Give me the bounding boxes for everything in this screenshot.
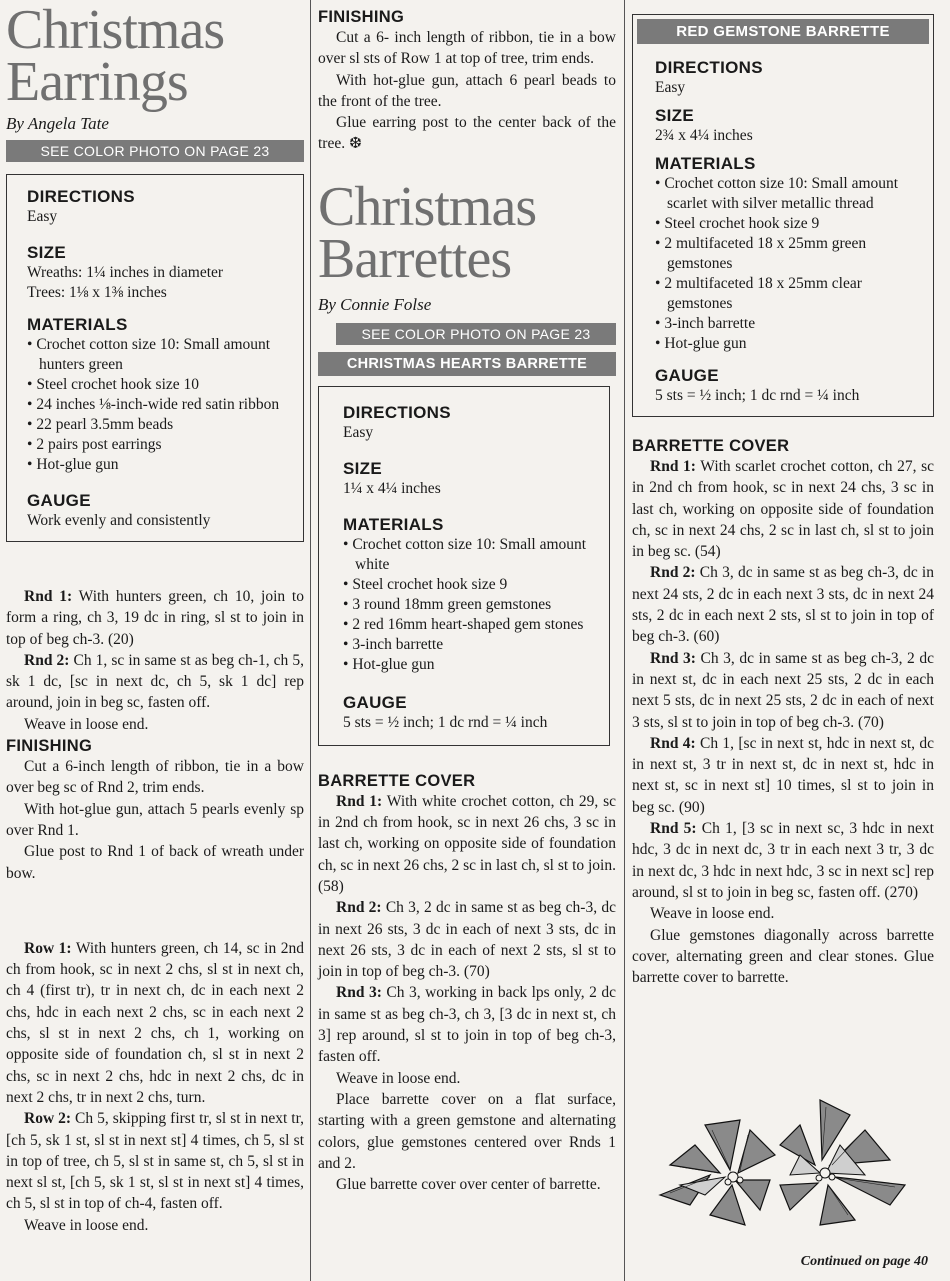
- hearts-gauge: 5 sts = ½ inch; 1 dc rnd = ¼ inch: [343, 713, 548, 731]
- list-item: • 2 red 16mm heart-shaped gem stones: [343, 615, 601, 635]
- list-item: • 2 multifaceted 18 x 25mm green gemstones: [655, 234, 925, 274]
- wreath-finishing-head: FINISHING: [6, 737, 93, 756]
- list-item: • Crochet cotton size 10: Small amount hunters green: [27, 335, 295, 375]
- red-directions-head: DIRECTIONS: [655, 58, 763, 77]
- tree-finishing-head: FINISHING: [318, 8, 405, 26]
- list-item: • 2 multifaceted 18 x 25mm clear gemstones: [655, 274, 925, 314]
- list-item: • 22 pearl 3.5mm beads: [27, 415, 295, 435]
- earrings-title-line2: Earrings: [6, 51, 188, 113]
- list-item: • 3-inch barrette: [343, 635, 601, 655]
- earrings-title: [6, 0, 304, 113]
- wreath-rnd1: Rnd 1: With hunters green, ch 10, join to form a ring, ch 3, 19 dc in ring, sl st to join in top of beg ch-3. (20): [6, 588, 304, 648]
- wreath-finishing-p2: With hot-glue gun, attach 5 pearls evenly sp over Rnd 1.: [6, 800, 304, 839]
- list-item: • 3 round 18mm green gemstones: [343, 595, 601, 615]
- earrings-gauge: Work evenly and consistently: [27, 512, 211, 529]
- hearts-directions-head: DIRECTIONS: [343, 402, 451, 422]
- wreath-instructions: [6, 586, 304, 884]
- tree-weave: Weave in loose end.: [24, 1216, 149, 1234]
- hearts-cover-head: BARRETTE COVER: [318, 771, 476, 790]
- hearts-rnd3: Rnd 3: Ch 3, working in back lps only, 2 dc in same st as beg ch-3, ch 3, [3 dc in next st, ch 3] rep around, sl st to join in top of beg ch-3, fasten off.: [318, 984, 616, 1066]
- red-cover-head: BARRETTE COVER: [632, 437, 790, 455]
- red-rnd2: Rnd 2: Ch 3, dc in same st as beg ch-3, dc in next 24 sts, 2 dc in each next 3 sts, dc in next 24 sts, 2 dc in each next 2 sts, sl st to join in top of beg ch-3. (60): [632, 564, 934, 646]
- wreath-finishing-p1: Cut a 6-inch length of ribbon, tie in a bow over beg sc of Rnd 2, trim ends.: [6, 758, 304, 797]
- hearts-banner: CHRISTMAS HEARTS BARRETTE: [318, 352, 616, 376]
- list-item: • Crochet cotton size 10: Small amount scarlet with silver metallic thread: [655, 174, 925, 214]
- barrettes-photo-banner: SEE COLOR PHOTO ON PAGE 23: [336, 323, 616, 345]
- red-rnd3: Rnd 3: Ch 3, dc in same st as beg ch-3, 2 dc in next st, dc in each next 25 sts, 2 dc in each next 5 sts, dc in next 25 sts, 2 dc in each of next 3 sts, sl st to join in top of beg ch-3. (70): [632, 649, 934, 731]
- hearts-rnd1: Rnd 1: With white crochet cotton, ch 29, sc in 2nd ch from hook, sc in next 26 chs, 3 sc in last ch, working on opposite side of foundation ch, sc in next 26 chs, 2 sc in last ch, sl st to join. (58): [318, 792, 616, 895]
- hearts-place: Place barrette cover on a flat surface, starting with a green gemstone and alternating colors, glue gemstones centered over Rnds 1 and 2.: [318, 1090, 616, 1172]
- column-red-gemstone: [632, 0, 934, 1269]
- earrings-gauge-head: GAUGE: [27, 491, 91, 510]
- column-rule-1: [310, 0, 311, 1281]
- column-earrings: [6, 0, 304, 1236]
- hearts-materials-list: [343, 535, 601, 675]
- list-item: • 3-inch barrette: [655, 314, 925, 334]
- red-gauge: 5 sts = ½ inch; 1 dc rnd = ¼ inch: [655, 387, 860, 404]
- hearts-info-box: [318, 386, 610, 746]
- earrings-directions-head: DIRECTIONS: [27, 187, 135, 206]
- hearts-glue: Glue barrette cover over center of barrette.: [336, 1176, 601, 1194]
- list-item: • Steel crochet hook size 10: [27, 375, 295, 395]
- red-info-box: [632, 14, 934, 417]
- column-barrettes: [318, 0, 616, 1195]
- barrettes-title-line2: Barrettes: [318, 227, 512, 290]
- earrings-directions: Easy: [27, 208, 58, 225]
- hearts-size: 1¼ x 4¼ inches: [343, 479, 441, 497]
- red-glue: Glue gemstones diagonally across barrette cover, alternating green and clear stones. Glue barrette cover to barrette.: [632, 926, 934, 987]
- red-gauge-head: GAUGE: [655, 366, 719, 385]
- wreath-rnd2: Rnd 2: Ch 1, sc in same st as beg ch-1, ch 5, sk 1 dc, [sc in next dc, ch 5, sk 1 dc] rep around, join in beg sc, fasten off.: [6, 651, 304, 712]
- list-item: • 2 pairs post earrings: [27, 435, 295, 455]
- red-size-head: SIZE: [655, 106, 694, 125]
- tree-row1: Row 1: With hunters green, ch 14, sc in 2nd ch from hook, sc in next 2 chs, sl st in next ch, ch 4 (first tr), tr in next ch, dc in each next 2 chs, hdc in each next 2 chs, sc in each next 2 chs, sl st in next 2 chs, ch 1, working on opposite side of foundation ch, sl st in next 2 chs, sc in next 2 chs, hdc in next 2 chs, dc in next 2 chs, tr in next 2 chs, turn.: [6, 939, 304, 1106]
- wreath-finishing-p3: Glue post to Rnd 1 of back of wreath under bow.: [6, 843, 304, 882]
- list-item: • Hot-glue gun: [655, 334, 925, 354]
- red-size: 2¾ x 4¼ inches: [655, 127, 753, 144]
- red-banner: RED GEMSTONE BARRETTE: [637, 19, 929, 44]
- list-item: • Steel crochet hook size 9: [343, 575, 601, 595]
- earrings-title-line1: Christmas: [6, 0, 225, 61]
- earrings-size-head: SIZE: [27, 243, 66, 262]
- tree-row2: Row 2: Ch 5, skipping first tr, sl st in next tr, [ch 5, sk 1 st, sl st in next st] 4 times, ch 5, sl st in top of tree, ch 5, sl st in same st, ch 5, sl st in next sl st, [ch 5, sk 1 st, sl st in next st] 4 times, ch 5, sl st in top of ch-4, fasten off.: [6, 1110, 304, 1213]
- red-rnd1: Rnd 1: With scarlet crochet cotton, ch 27, sc in 2nd ch from hook, sc in next 24 chs, 3 sc in last ch, working on opposite side of foundation ch, sc in next 24 chs, 2 sc in last ch, sl st to join in beg sc. (54): [632, 458, 934, 561]
- barrettes-title-line1: Christmas: [318, 175, 537, 238]
- earrings-byline: By Angela Tate: [6, 114, 109, 133]
- hearts-rnd2: Rnd 2: Ch 3, 2 dc in same st as beg ch-3, dc in next 26 sts, 3 dc in each of next 3 sts, dc in next 26 sts, 3 dc in each of next 2 sts, sl st to join in top of beg ch-3. (70): [318, 899, 616, 981]
- continued-note: Continued on page 40: [800, 1254, 928, 1269]
- list-item: • 24 inches ⅛-inch-wide red satin ribbon: [27, 395, 295, 415]
- column-rule-2: [624, 0, 625, 1281]
- red-rnd4: Rnd 4: Ch 1, [sc in next st, hdc in next st, dc in next st, 3 tr in next st, dc in next st, hdc in next st, sc in next st] 10 times, sl st to join in beg sc. (90): [632, 734, 934, 816]
- barrettes-byline: By Connie Folse: [318, 294, 432, 314]
- earrings-info-box: [6, 174, 304, 542]
- red-materials-list: [655, 174, 925, 354]
- red-weave: Weave in loose end.: [650, 905, 775, 923]
- tree-instructions: [6, 938, 304, 1236]
- hearts-materials-head: MATERIALS: [343, 514, 444, 534]
- tree-finishing-p3: Glue earring post to the center back of the tree. ❆: [318, 114, 616, 153]
- hearts-gauge-head: GAUGE: [343, 692, 407, 712]
- list-item: • Crochet cotton size 10: Small amount white: [343, 535, 601, 575]
- list-item: • Hot-glue gun: [27, 455, 295, 475]
- barrettes-title: [318, 175, 616, 290]
- red-materials-head: MATERIALS: [655, 154, 756, 173]
- earrings-materials-list: [27, 335, 295, 475]
- earrings-size-trees: Trees: 1⅛ x 1⅜ inches: [27, 284, 167, 301]
- hearts-size-head: SIZE: [343, 458, 382, 478]
- list-item: • Steel crochet hook size 9: [655, 214, 925, 234]
- hearts-directions: Easy: [343, 423, 374, 441]
- tree-finishing-p2: With hot-glue gun, attach 6 pearl beads to the front of the tree.: [318, 71, 616, 110]
- list-item: • Hot-glue gun: [343, 655, 601, 675]
- poinsettia-illustration: [650, 1085, 920, 1235]
- tree-finishing-p1: Cut a 6- inch length of ribbon, tie in a bow over sl sts of Row 1 at top of tree, trim ends.: [318, 29, 616, 68]
- earrings-photo-banner: SEE COLOR PHOTO ON PAGE 23: [6, 140, 304, 162]
- red-info-content: [633, 44, 933, 406]
- earrings-size-wreaths: Wreaths: 1¼ inches in diameter: [27, 264, 224, 281]
- wreath-weave: Weave in loose end.: [24, 715, 149, 733]
- red-rnd5: Rnd 5: Ch 1, [3 sc in next sc, 3 hdc in next hdc, 3 dc in next dc, 3 tr in each next 3 tr, 3 dc in next dc, 3 hdc in next hdc, 3 sc in next sc] rep around, sl st to join in beg sc, fasten off. (270): [632, 820, 934, 901]
- earrings-materials-head: MATERIALS: [27, 315, 128, 334]
- hearts-weave: Weave in loose end.: [336, 1069, 461, 1087]
- red-directions: Easy: [655, 79, 686, 96]
